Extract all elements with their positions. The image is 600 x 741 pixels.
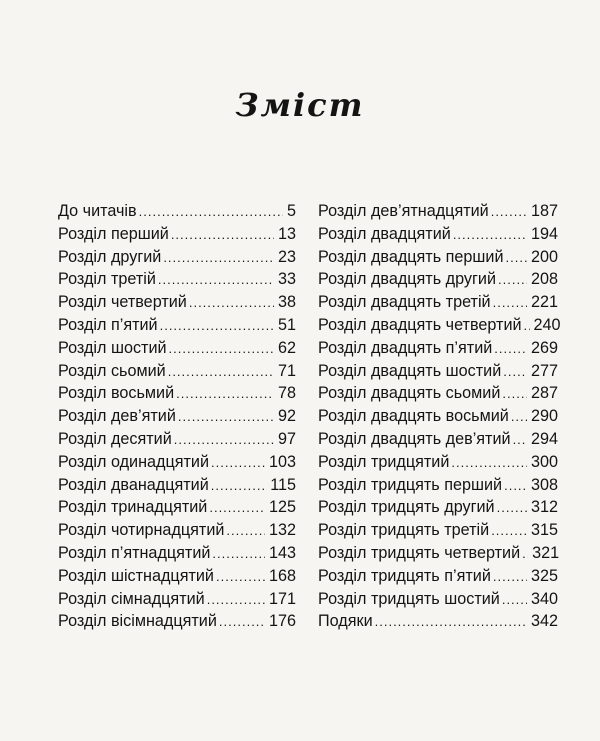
toc-entry (318, 565, 558, 588)
toc-entry (58, 382, 296, 405)
dot-leader (178, 406, 274, 429)
toc-entry-label: Розділ двадцять восьмий (318, 407, 509, 426)
toc-entry-label: Розділ одинадцятий (58, 452, 210, 471)
toc-entry-label: Розділ дев’ятий (58, 407, 176, 426)
toc-entry-label: Розділ тридцять перший (318, 475, 503, 494)
toc-entry (58, 565, 296, 588)
toc-entry (318, 337, 558, 360)
dot-leader (522, 543, 528, 566)
toc-entry (318, 291, 558, 314)
toc-entry-label: Розділ перший (58, 224, 169, 243)
toc-entry (58, 405, 296, 428)
dot-leader (189, 292, 274, 315)
dot-leader (160, 315, 274, 338)
toc-entry-page-number: 300 (530, 452, 558, 471)
toc-entry-page-number: 287 (530, 384, 558, 403)
toc-entry-page-number: 33 (277, 270, 296, 289)
toc-entry-label: Розділ тридцятий (318, 452, 450, 471)
dot-leader (502, 589, 527, 612)
dot-leader (158, 269, 274, 292)
toc-entry-page-number: 312 (530, 498, 558, 517)
page-title: Зміст (235, 86, 365, 124)
dot-leader (375, 611, 527, 634)
toc-entry-page-number: 125 (268, 498, 296, 517)
toc-entry-page-number: 294 (530, 429, 558, 448)
toc-entry-page-number: 240 (533, 315, 561, 334)
toc-entry-label: Розділ двадцять п’ятий (318, 338, 493, 357)
toc-entry-label: Подяки (318, 612, 373, 631)
dot-leader (139, 201, 283, 224)
toc-right-column (318, 200, 561, 633)
toc-entry (58, 588, 296, 611)
toc-entry-label: Розділ сімнадцятий (58, 589, 205, 608)
toc-entry-label: Розділ сьомий (58, 361, 166, 380)
dot-leader (493, 566, 527, 589)
toc-entry-page-number: 71 (277, 361, 296, 380)
toc-entry (58, 451, 296, 474)
dot-leader (451, 452, 527, 475)
toc-entry-label: Розділ четвертий (58, 293, 187, 312)
toc-entry (318, 223, 558, 246)
toc-entry (318, 496, 558, 519)
toc-entry-page-number: 269 (530, 338, 558, 357)
dot-leader (511, 406, 527, 429)
toc-entry (58, 428, 296, 451)
toc-entry (318, 360, 558, 383)
dot-leader (209, 497, 265, 520)
toc-left-column (58, 200, 296, 633)
toc-entry-label: Розділ двадцять другий (318, 270, 496, 289)
toc-entry-page-number: 340 (530, 589, 558, 608)
toc-entry-label: Розділ дванадцятий (58, 475, 209, 494)
toc-entry-label: Розділ чотирнадцятий (58, 521, 225, 540)
toc-entry-label: Розділ двадцять четвертий (318, 315, 522, 334)
toc-entry-label: Розділ двадцятий (318, 224, 451, 243)
toc-entry-label: Розділ двадцять третій (318, 293, 491, 312)
dot-leader (207, 589, 265, 612)
toc-entry-label: Розділ двадцять сьомий (318, 384, 501, 403)
toc-entry-label: Розділ тридцять другий (318, 498, 495, 517)
toc-entry-page-number: 62 (277, 338, 296, 357)
toc-entry-label: До читачів (58, 202, 137, 220)
toc-entry (318, 451, 558, 474)
dot-leader (211, 475, 266, 498)
dot-leader (493, 292, 527, 315)
dot-leader (171, 224, 274, 247)
toc-entry-label: Розділ десятий (58, 429, 172, 448)
toc-entry (318, 542, 558, 565)
dot-leader (504, 475, 527, 498)
dot-leader (169, 338, 274, 361)
toc-entry (58, 360, 296, 383)
toc-entry-page-number: 315 (530, 521, 558, 540)
toc-entry (318, 428, 558, 451)
toc-entry-page-number: 23 (277, 247, 296, 266)
toc-entry-label: Розділ другий (58, 247, 162, 266)
toc-entry (318, 588, 558, 611)
toc-entry-page-number: 92 (277, 407, 296, 426)
toc-entry-page-number: 51 (277, 315, 296, 334)
toc-entry (58, 337, 296, 360)
toc-entry-label: Розділ шістнадцятий (58, 566, 214, 585)
toc-entry-label: Розділ двадцять шостий (318, 361, 502, 380)
toc-entry (318, 200, 558, 223)
toc-entry (58, 542, 296, 565)
toc-entry (58, 496, 296, 519)
toc-entry (58, 200, 296, 223)
toc-entry-page-number: 342 (530, 612, 558, 631)
dot-leader (506, 247, 527, 270)
dot-leader (211, 452, 265, 475)
toc-entry-page-number: 325 (530, 566, 558, 585)
dot-leader (497, 497, 527, 520)
toc-entry-page-number: 132 (268, 521, 296, 540)
dot-leader (176, 383, 274, 406)
toc-entry-page-number: 221 (530, 293, 558, 312)
dot-leader (498, 269, 527, 292)
toc-entry-page-number: 290 (530, 407, 558, 426)
toc-entry (58, 223, 296, 246)
toc-entry-label: Розділ шостий (58, 338, 167, 357)
dot-leader (503, 361, 527, 384)
toc-entry (58, 291, 296, 314)
toc-entry (318, 474, 558, 497)
dot-leader (491, 201, 527, 224)
dot-leader (168, 361, 274, 384)
dot-leader (216, 566, 265, 589)
toc-entry-page-number: 97 (277, 429, 296, 448)
toc-entry-page-number: 143 (268, 543, 296, 562)
toc-entry-label: Розділ дев’ятнадцятий (318, 202, 489, 220)
toc-entry-label: Розділ двадцять перший (318, 247, 504, 266)
toc-entry-label: Розділ тридцять четвертий (318, 543, 521, 562)
dot-leader (491, 520, 527, 543)
toc-entry-label: Розділ третій (58, 270, 156, 289)
toc-entry-page-number: 200 (530, 247, 558, 266)
toc-entry-label: Розділ восьмий (58, 384, 175, 403)
toc-entry (318, 382, 558, 405)
toc-entry-page-number: 38 (277, 293, 296, 312)
toc-entry-page-number: 321 (532, 543, 560, 562)
toc-entry-label: Розділ двадцять дев’ятий (318, 429, 511, 448)
dot-leader (174, 429, 274, 452)
dot-leader (226, 520, 265, 543)
toc-entry-label: Розділ тринадцятий (58, 498, 208, 517)
toc-entry-page-number: 308 (530, 475, 558, 494)
toc-entry (58, 474, 296, 497)
toc-entry (318, 405, 558, 428)
toc-entry-page-number: 187 (530, 202, 558, 220)
toc-entry (58, 268, 296, 291)
toc-entry-page-number: 176 (268, 612, 296, 631)
toc-entry (58, 610, 296, 633)
toc-entry (58, 314, 296, 337)
dot-leader (163, 247, 274, 270)
toc-entry (318, 610, 558, 633)
toc-entry (318, 519, 558, 542)
dot-leader (502, 383, 527, 406)
toc-entry-page-number: 115 (270, 475, 296, 494)
toc-entry-label: Розділ тридцять шостий (318, 589, 500, 608)
toc-entry-page-number: 168 (268, 566, 296, 585)
toc-entry (318, 268, 558, 291)
toc-entry-page-number: 78 (277, 384, 296, 403)
dot-leader (453, 224, 527, 247)
toc-entry-label: Розділ вісімнадцятий (58, 612, 217, 631)
dot-leader (524, 315, 530, 338)
toc-entry (318, 314, 561, 337)
dot-leader (494, 338, 527, 361)
dot-leader (513, 429, 527, 452)
toc-entry (58, 246, 296, 269)
toc-entry (318, 246, 558, 269)
toc-entry-label: Розділ тридцять третій (318, 521, 490, 540)
toc-entry-label: Розділ п’ятий (58, 315, 158, 334)
toc-entry-label: Розділ тридцять п’ятий (318, 566, 491, 585)
toc-entry-label: Розділ п’ятнадцятий (58, 543, 211, 562)
toc-entry-page-number: 5 (286, 202, 296, 220)
dot-leader (212, 543, 265, 566)
toc-entry-page-number: 208 (530, 270, 558, 289)
toc-entry-page-number: 13 (277, 224, 296, 243)
dot-leader (219, 611, 265, 634)
toc-entry-page-number: 171 (268, 589, 296, 608)
toc-entry (58, 519, 296, 542)
toc-entry-page-number: 194 (530, 224, 558, 243)
toc-entry-page-number: 277 (530, 361, 558, 380)
toc-entry-page-number: 103 (268, 452, 296, 471)
